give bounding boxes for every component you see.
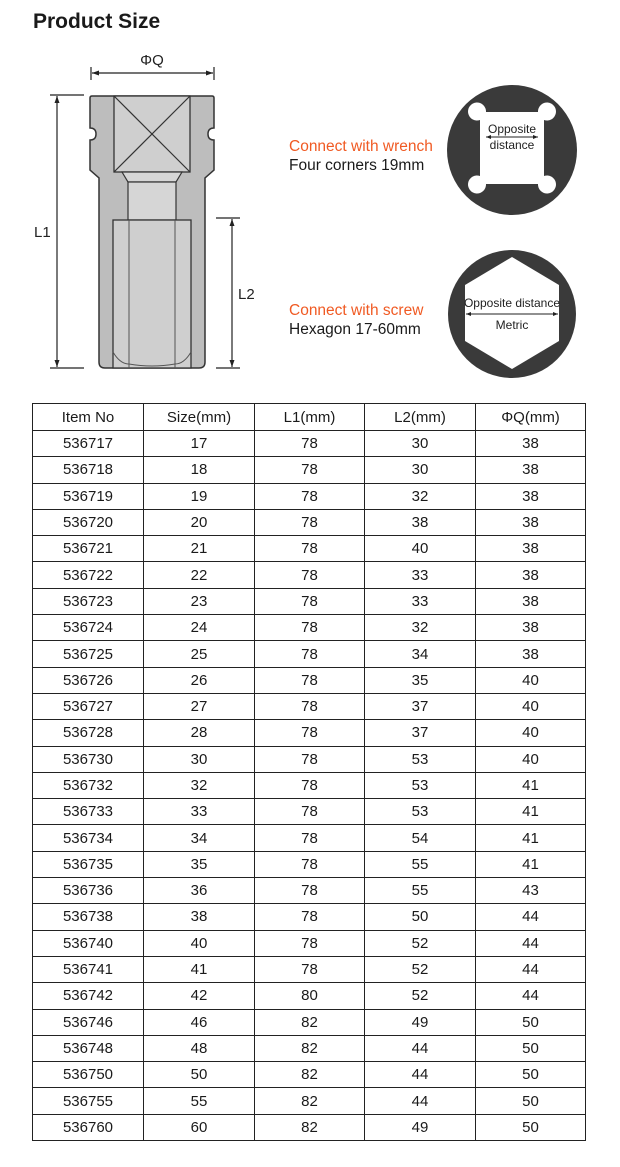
wrench-detail: Four corners 19mm [289, 157, 425, 174]
cell-item-no: 536755 [33, 1088, 144, 1114]
cell-item-no: 536718 [33, 457, 144, 483]
cell-phi-q: 41 [476, 799, 586, 825]
cell-l2: 33 [365, 562, 476, 588]
cell-phi-q: 44 [476, 930, 586, 956]
table-row [33, 720, 586, 746]
cell-l2: 30 [365, 431, 476, 457]
square-drive-icon [447, 85, 577, 215]
header-l2: L2(mm) [365, 404, 476, 431]
phi-q-label: ΦQ [140, 52, 164, 69]
cell-size: 32 [144, 772, 255, 798]
cell-l1: 78 [255, 720, 365, 746]
cell-item-no: 536760 [33, 1114, 144, 1140]
table-row [33, 983, 586, 1009]
cell-l1: 78 [255, 536, 365, 562]
cell-phi-q: 40 [476, 693, 586, 719]
cell-size: 50 [144, 1062, 255, 1088]
cell-item-no: 536748 [33, 1035, 144, 1061]
table-row [33, 799, 586, 825]
cell-l2: 32 [365, 483, 476, 509]
cell-phi-q: 41 [476, 825, 586, 851]
table-row [33, 904, 586, 930]
cell-size: 48 [144, 1035, 255, 1061]
cell-l1: 78 [255, 667, 365, 693]
cell-item-no: 536742 [33, 983, 144, 1009]
cell-l2: 30 [365, 457, 476, 483]
table-row [33, 693, 586, 719]
table-row [33, 615, 586, 641]
cell-l1: 78 [255, 799, 365, 825]
cell-l2: 52 [365, 930, 476, 956]
table-row [33, 457, 586, 483]
cell-phi-q: 44 [476, 904, 586, 930]
cell-item-no: 536740 [33, 930, 144, 956]
table-row [33, 1088, 586, 1114]
wrench-icon-label-2: distance [489, 138, 535, 152]
hexagon-drive-icon [448, 250, 576, 378]
cell-phi-q: 38 [476, 641, 586, 667]
cell-l2: 55 [365, 851, 476, 877]
cell-phi-q: 50 [476, 1088, 586, 1114]
cell-size: 24 [144, 615, 255, 641]
table-row [33, 588, 586, 614]
table-body [33, 431, 586, 1141]
cell-item-no: 536725 [33, 641, 144, 667]
cell-item-no: 536732 [33, 772, 144, 798]
header-size: Size(mm) [144, 404, 255, 431]
cell-phi-q: 38 [476, 483, 586, 509]
cell-size: 40 [144, 930, 255, 956]
table-row [33, 483, 586, 509]
table-row [33, 878, 586, 904]
cell-l1: 78 [255, 851, 365, 877]
cell-size: 17 [144, 431, 255, 457]
cell-size: 42 [144, 983, 255, 1009]
table-row [33, 930, 586, 956]
cell-l1: 82 [255, 1114, 365, 1140]
cell-size: 30 [144, 746, 255, 772]
cell-size: 28 [144, 720, 255, 746]
screw-connection-note [289, 301, 423, 339]
wrench-connection-note [289, 137, 433, 175]
cell-item-no: 536733 [33, 799, 144, 825]
cell-phi-q: 50 [476, 1114, 586, 1140]
cell-size: 60 [144, 1114, 255, 1140]
cell-size: 23 [144, 588, 255, 614]
wrench-icon-label-1: Opposite [487, 122, 537, 136]
cell-item-no: 536726 [33, 667, 144, 693]
cell-item-no: 536721 [33, 536, 144, 562]
cell-l2: 44 [365, 1088, 476, 1114]
cell-l2: 53 [365, 772, 476, 798]
l2-dimension [216, 218, 255, 368]
cell-l1: 82 [255, 1009, 365, 1035]
cell-l1: 78 [255, 509, 365, 535]
screw-icon-label-1: Opposite distance [463, 296, 561, 310]
cell-size: 25 [144, 641, 255, 667]
cell-l1: 78 [255, 904, 365, 930]
cell-l1: 80 [255, 983, 365, 1009]
cell-size: 36 [144, 878, 255, 904]
cell-l1: 78 [255, 457, 365, 483]
header-l1: L1(mm) [255, 404, 365, 431]
cell-size: 46 [144, 1009, 255, 1035]
cell-l2: 38 [365, 509, 476, 535]
cell-item-no: 536746 [33, 1009, 144, 1035]
cell-l2: 49 [365, 1009, 476, 1035]
cell-phi-q: 50 [476, 1035, 586, 1061]
cell-l2: 37 [365, 693, 476, 719]
cell-item-no: 536722 [33, 562, 144, 588]
cell-item-no: 536738 [33, 904, 144, 930]
cell-phi-q: 50 [476, 1062, 586, 1088]
cell-size: 20 [144, 509, 255, 535]
cell-l2: 34 [365, 641, 476, 667]
cell-phi-q: 38 [476, 457, 586, 483]
cell-phi-q: 44 [476, 983, 586, 1009]
table-row [33, 746, 586, 772]
cell-l1: 78 [255, 431, 365, 457]
cell-l1: 82 [255, 1088, 365, 1114]
table-row [33, 641, 586, 667]
table-row [33, 536, 586, 562]
table-row [33, 956, 586, 982]
cell-l1: 78 [255, 562, 365, 588]
phi-q-dimension [91, 52, 214, 80]
cell-l2: 49 [365, 1114, 476, 1140]
cell-size: 33 [144, 799, 255, 825]
cell-l2: 35 [365, 667, 476, 693]
size-table [32, 403, 586, 1141]
cell-size: 34 [144, 825, 255, 851]
cell-size: 26 [144, 667, 255, 693]
screw-icon-label-2: Metric [495, 318, 529, 332]
cell-item-no: 536728 [33, 720, 144, 746]
table-row [33, 1062, 586, 1088]
cell-l1: 78 [255, 641, 365, 667]
cell-l2: 54 [365, 825, 476, 851]
cell-item-no: 536741 [33, 956, 144, 982]
cell-size: 27 [144, 693, 255, 719]
cell-l1: 78 [255, 930, 365, 956]
cell-size: 21 [144, 536, 255, 562]
cell-item-no: 536735 [33, 851, 144, 877]
cell-l1: 82 [255, 1035, 365, 1061]
cell-item-no: 536720 [33, 509, 144, 535]
cell-l2: 40 [365, 536, 476, 562]
cell-phi-q: 38 [476, 562, 586, 588]
cell-item-no: 536727 [33, 693, 144, 719]
table-row [33, 667, 586, 693]
cell-size: 41 [144, 956, 255, 982]
table-header-row [33, 404, 586, 431]
cell-l2: 55 [365, 878, 476, 904]
wrench-heading: Connect with wrench [289, 138, 433, 155]
cell-l2: 50 [365, 904, 476, 930]
cell-phi-q: 41 [476, 772, 586, 798]
cell-size: 38 [144, 904, 255, 930]
cell-l1: 78 [255, 693, 365, 719]
table-row [33, 772, 586, 798]
cell-phi-q: 44 [476, 956, 586, 982]
cell-l1: 78 [255, 825, 365, 851]
page-title: Product Size [33, 10, 161, 33]
socket-cross-section [90, 96, 214, 368]
cell-l2: 44 [365, 1062, 476, 1088]
cell-l1: 78 [255, 956, 365, 982]
cell-l2: 37 [365, 720, 476, 746]
cell-item-no: 536717 [33, 431, 144, 457]
cell-l2: 53 [365, 799, 476, 825]
cell-item-no: 536724 [33, 615, 144, 641]
cell-item-no: 536730 [33, 746, 144, 772]
cell-phi-q: 38 [476, 431, 586, 457]
cell-l2: 52 [365, 956, 476, 982]
cell-phi-q: 38 [476, 536, 586, 562]
cell-phi-q: 50 [476, 1009, 586, 1035]
cell-l1: 78 [255, 746, 365, 772]
table-row [33, 1035, 586, 1061]
cell-l2: 44 [365, 1035, 476, 1061]
cell-l1: 78 [255, 772, 365, 798]
cell-l2: 32 [365, 615, 476, 641]
table-row [33, 1114, 586, 1140]
table-row [33, 509, 586, 535]
cell-phi-q: 40 [476, 746, 586, 772]
table-row [33, 562, 586, 588]
cell-phi-q: 43 [476, 878, 586, 904]
cell-size: 35 [144, 851, 255, 877]
cell-item-no: 536723 [33, 588, 144, 614]
header-phi-q: ΦQ(mm) [476, 404, 586, 431]
table-row [33, 431, 586, 457]
cell-size: 55 [144, 1088, 255, 1114]
cell-l1: 78 [255, 615, 365, 641]
l1-dimension [34, 95, 84, 368]
cell-phi-q: 38 [476, 509, 586, 535]
cell-item-no: 536736 [33, 878, 144, 904]
table-row [33, 851, 586, 877]
l1-label: L1 [34, 224, 51, 241]
cell-item-no: 536750 [33, 1062, 144, 1088]
cell-phi-q: 41 [476, 851, 586, 877]
screw-detail: Hexagon 17-60mm [289, 321, 421, 338]
cell-phi-q: 40 [476, 720, 586, 746]
cell-l1: 78 [255, 878, 365, 904]
cell-l2: 33 [365, 588, 476, 614]
cell-item-no: 536734 [33, 825, 144, 851]
l2-label: L2 [238, 286, 255, 303]
table-row [33, 825, 586, 851]
cell-size: 22 [144, 562, 255, 588]
cell-l1: 82 [255, 1062, 365, 1088]
cell-l1: 78 [255, 483, 365, 509]
cell-l2: 53 [365, 746, 476, 772]
cell-item-no: 536719 [33, 483, 144, 509]
cell-l2: 52 [365, 983, 476, 1009]
cell-phi-q: 40 [476, 667, 586, 693]
cell-l1: 78 [255, 588, 365, 614]
header-item-no: Item No [33, 404, 144, 431]
cell-phi-q: 38 [476, 588, 586, 614]
table-row [33, 1009, 586, 1035]
cell-size: 19 [144, 483, 255, 509]
screw-heading: Connect with screw [289, 302, 424, 319]
cell-size: 18 [144, 457, 255, 483]
cell-phi-q: 38 [476, 615, 586, 641]
